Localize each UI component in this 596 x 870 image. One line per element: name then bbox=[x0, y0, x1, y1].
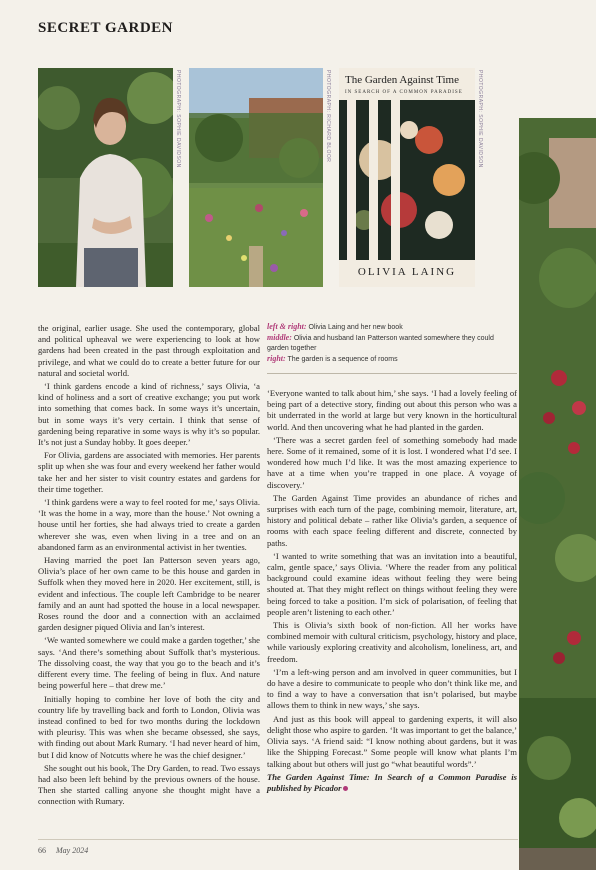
page-number: 66 bbox=[38, 846, 46, 855]
photo-credit-left: PHOTOGRAPH: SOPHIE DAVIDSON bbox=[175, 70, 181, 168]
paragraph: This is Olivia’s sixth book of non-fiction. All her works have combined memoir with cultural criticism, psychology, history and place, while variously exploring creativity and alcoholism, loneliness, art, and freedom. bbox=[267, 620, 517, 664]
paragraph: ‘I think gardens encode a kind of richness,’ says Olivia, ‘a kind of holiness and a sort of creative exchange; you put work into something that comes back. In some ways it’s uncertain, but in some ways it’s very certain. I think that sense of gardening being reparative in some ways is why it’s so popular. It’s not just a Sunday hobby. It goes deeper.’ bbox=[38, 381, 260, 448]
portrait-photo bbox=[38, 68, 173, 287]
paragraph: And just as this book will appeal to gardening experts, it will also delight those who aspire to garden. ‘It was important to get the balance,’ Olivia says. ‘A friend said: “I know nothing about gardens, but it was like the Shipping Forecast.” Some people will know what plants I’m talking about but others will just go “what beautiful words”.’ bbox=[267, 713, 517, 769]
paragraph: ‘Everyone wanted to talk about him,’ she says. ‘I had a lovely feeling of being part of a detective story, finding out about this person who was a bit underrated in the world at large but very known in the horticultural world. And then uncovering what he had planted in the garden. bbox=[267, 388, 517, 432]
caption-label: middle: bbox=[267, 333, 292, 342]
article-column-left bbox=[38, 323, 260, 810]
garden-photo bbox=[189, 68, 323, 287]
garden-rooms-photo bbox=[519, 118, 596, 870]
publisher-line: The Garden Against Time: In Search of a Common Paradise is published by Picador bbox=[267, 771, 517, 793]
paragraph: ‘I’m a left-wing person and am involved in queer communities, but I do have a desire to communicate to people who don’t think like me, and to find a way to have a conversation that isn’t polarised, but maybe allows them to think in new ways,’ she says. bbox=[267, 666, 517, 711]
paragraph: The Garden Against Time provides an abundance of riches and surprises with each turn of the page, combining memoir, literature, art, history and political debate – rather like Olivia’s garden, a sequence of rooms with each space feeling different and discrete, connected by paths. bbox=[267, 492, 517, 548]
book-author: OLIVIA LAING bbox=[357, 266, 457, 278]
caption-text: The garden is a sequence of rooms bbox=[287, 356, 398, 363]
paragraph: ‘I wanted to write something that was an invitation into a beautiful, calm, gentle space,’ says Olivia. ‘Where the reader from any political background could examine ideas without feeling they were being shouted at. That they might reflect on things without feeling they were being forced to take a position. I’m sick of polarisation, of feeling that people aren’t listening to each other.’ bbox=[267, 550, 517, 617]
caption-label: left & right: bbox=[267, 322, 307, 331]
book-subtitle: IN SEARCH OF A COMMON PARADISE bbox=[345, 90, 463, 95]
issue-date: May 2024 bbox=[56, 846, 89, 855]
photo-credit-middle: PHOTOGRAPH: RICHARD BLOOR bbox=[325, 70, 331, 163]
caption-text: Olivia and husband Ian Patterson wanted somewhere they could garden together bbox=[267, 335, 494, 352]
publisher-credit bbox=[267, 772, 517, 794]
caption-text: Olivia Laing and her new book bbox=[308, 324, 403, 331]
book-cover bbox=[339, 68, 475, 287]
paragraph: She sought out his book, The Dry Garden, to read. Two essays had also been left behind by the previous owners of the house. Then she started calling anyone she thought might have a connection with Rumary. bbox=[38, 762, 260, 807]
photo-credit-right: PHOTOGRAPH: SOPHIE DAVIDSON bbox=[477, 70, 483, 168]
caption-divider bbox=[267, 373, 517, 374]
caption-label: right: bbox=[267, 354, 286, 363]
end-mark bbox=[343, 786, 348, 791]
section-title: SECRET GARDEN bbox=[38, 20, 174, 36]
paragraph: ‘I think gardens were a way to feel rooted for me,’ says Olivia. ‘It was the home in a way, more than the house.’ Not owning a house until her forties, she had always tried to create a garden wherever she was, even when living in a tree and on an abandoned farm as an environmental activist in her twenties. bbox=[38, 497, 260, 552]
paragraph: Initially hoping to combine her love of both the city and country life by travelling back and forth to London, Olivia was instead confined to bed for two months during the lockdown with pleurisy. This was when she became obsessed, she says, with finding out about Mark Rumary. ‘I had never heard of him, but I did know of Notcutts where he was the chief designer.’ bbox=[38, 693, 260, 760]
paragraph: ‘We wanted somewhere we could make a garden together,’ she says. ‘And there’s something about Suffolk that’s mysterious. The dissolving coast, the way that you go to the beach and it’s different every time. The feeling of being in flux. And nature being powerful here – that drew me.’ bbox=[38, 635, 260, 691]
paragraph: the original, earlier usage. She used the contemporary, global and political upheaval we were experiencing to look at how gardens had been created in the past through exploitation and privilege, and what we could do to create a better future for our natural and societal world. bbox=[38, 323, 260, 378]
paragraph: For Olivia, gardens are associated with memories. Her parents split up when she was four and every weekend her father would take her and her sister to visit country estates and gardens for their time together. bbox=[38, 450, 260, 494]
photo-captions bbox=[267, 322, 517, 365]
paragraph: Having married the poet Ian Patterson seven years ago, Olivia’s place of her own came to be this house and garden in Suffolk when they moved here in 2020. Her excitement, still, is evident and infectious. The couple left Cambridge to be nearer family and an aunt had spotted the house in a local newspaper. Roses round the door and a connection with an acclaimed garden designer piqued Olivia and Ian’s interest. bbox=[38, 555, 260, 633]
footer-rule bbox=[38, 839, 518, 840]
page-footer bbox=[38, 846, 88, 855]
book-title: The Garden Against Time bbox=[345, 74, 459, 86]
article-column-right bbox=[267, 388, 517, 796]
paragraph: ‘There was a secret garden feel of something somebody had made here. Some of it remained, some of it is lost. I wondered what I’d see. I wondered how much I’d like. It was the most amazing experience to have at a time when you’re trapped in one place. A voyage of discovery.’ bbox=[267, 434, 517, 490]
